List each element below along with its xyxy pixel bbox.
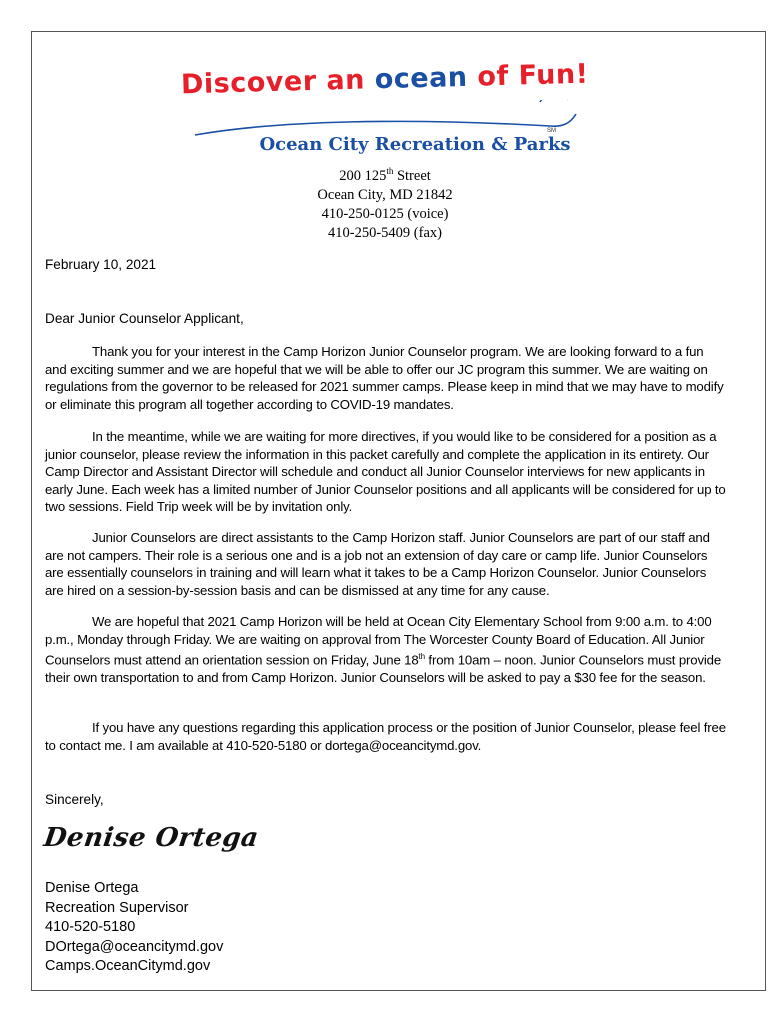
signature-block [45, 879, 223, 977]
handwritten-signature: Denise Ortega [41, 823, 261, 853]
salutation: Dear Junior Counselor Applicant, [45, 311, 244, 326]
paragraph-5: If you have any questions regarding this application process or the position of Junior Counselor, please feel free to contact me. I am available at 410-520-5180 or dortega@oceancitymd.gov. [45, 720, 726, 753]
tagline-part1: Discover an [180, 64, 376, 101]
paragraph-3: Junior Counselors are direct assistants to the Camp Horizon staff. Junior Counselors are part of our staff and are not campers. Their role is a serious one and is a job not an extension of day care or camp life. Junior Counselors are essentially counselors in training and will learn what it takes to be a Camp Horizon Counselor. Junior Counselors are hired on a session-by-session basis and can be dismissed at any time for any cause. [45, 530, 710, 598]
tagline-ocean: ocean [374, 61, 469, 96]
tagline-part3: of Fun! [467, 58, 590, 93]
sender-phone: 410-520-5180 [45, 919, 136, 936]
letterhead-address [0, 162, 770, 243]
closing: Sincerely, [45, 792, 104, 807]
address-city: Ocean City, MD 21842 [317, 186, 453, 203]
sender-website: Camps.OceanCitymd.gov [45, 958, 211, 975]
service-mark: SM [547, 128, 556, 134]
sender-name: Denise Ortega [45, 880, 139, 896]
logo-tagline [181, 57, 589, 104]
address-street: 200 125th Street [339, 166, 431, 184]
org-name: Ocean City Recreation & Parks [259, 134, 571, 155]
paragraph-2: In the meantime, while we are waiting for more directives, if you would like to be considered for a position as a junior counselor, please review the information in this packet carefully and complete the application in its entirety. Our Camp Director and Assistant Director will schedule and conduct all Junior Counselor interviews for new applicants in early June. Each week has a limited number of Junior Counselor positions and all applicants will be considered for up to two sessions. Field Trip week will be by invitation only. [45, 429, 726, 515]
sender-title: Recreation Supervisor [45, 899, 189, 916]
logo [0, 58, 770, 101]
paragraph-4: We are hopeful that 2021 Camp Horizon will be held at Ocean City Elementary School from 9:00 a.m. to 4:00 p.m., Monday through Friday. We are waiting on approval from The Worcester County Board of Education. All Junior Counselors must attend an orientation session on Friday, June 18th from 10am – noon. Junior Counselors must provide their own transportation to and from Camp Horizon. Junior Counselors will be asked to pay a $30 fee for the season. [45, 614, 722, 686]
sender-email: DOrtega@oceancitymd.gov [45, 938, 224, 955]
address-voice: 410-250-0125 (voice) [321, 205, 449, 222]
paragraph-1: Thank you for your interest in the Camp Horizon Junior Counselor program. We are looking forward to a fun and exciting summer and we are hopeful that we will be able to offer our JC program this summer. We are waiting on regulations from the governor to be released for 2021 summer camps. Please keep in mind that we may have to modify or eliminate this program all together according to COVID-19 mandates. [45, 344, 724, 412]
letter-date: February 10, 2021 [45, 257, 157, 272]
address-fax: 410-250-5409 (fax) [328, 224, 442, 241]
